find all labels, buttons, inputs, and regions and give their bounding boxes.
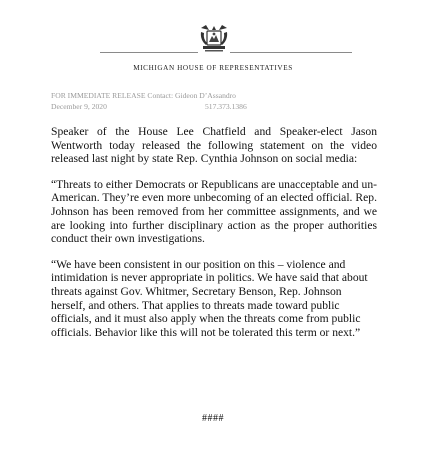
release-phone: 517.373.1386: [205, 101, 247, 111]
release-contact: Contact: Gideon D’Assandro: [147, 91, 236, 100]
house-name: MICHIGAN HOUSE OF REPRESENTATIVES: [133, 64, 293, 72]
release-info: [51, 91, 351, 112]
intro-paragraph: Speaker of the House Lee Chatfield and Speaker-elect Jason Wentworth today released the following statement on the video released last night by state Rep. Cynthia Johnson on social media:: [51, 125, 377, 166]
quote-paragraph-2: “We have been consistent in our position on this – violence and intimidation is never appropriate in politics. We have said that about threats against Gov. Whitmer, Secretary Benson, Rep. Johnson herself, and others. That applies to threats made toward public officials, and it must also apply when the threats come from public officials. Behavior like this will not be tolerated this term or next.”: [51, 257, 368, 339]
release-label: FOR IMMEDIATE RELEASE: [51, 91, 146, 100]
header-rule-left: [100, 52, 198, 53]
quote-paragraph-1: “Threats to either Democrats or Republicans are unacceptable and un-American. They’re even more unbecoming of an elected official. Rep. Johnson has been removed from her committee assignments, and we are looking into further disciplinary action as the proper authorities conduct their own investigations.: [51, 177, 377, 246]
michigan-seal-icon: [197, 24, 231, 54]
release-row-1: [51, 91, 351, 102]
release-row-2: [51, 102, 351, 113]
end-mark: ####: [202, 413, 224, 424]
statement-body: [51, 125, 377, 351]
header-rule-right: [230, 52, 352, 53]
release-date: December 9, 2020: [51, 101, 107, 111]
